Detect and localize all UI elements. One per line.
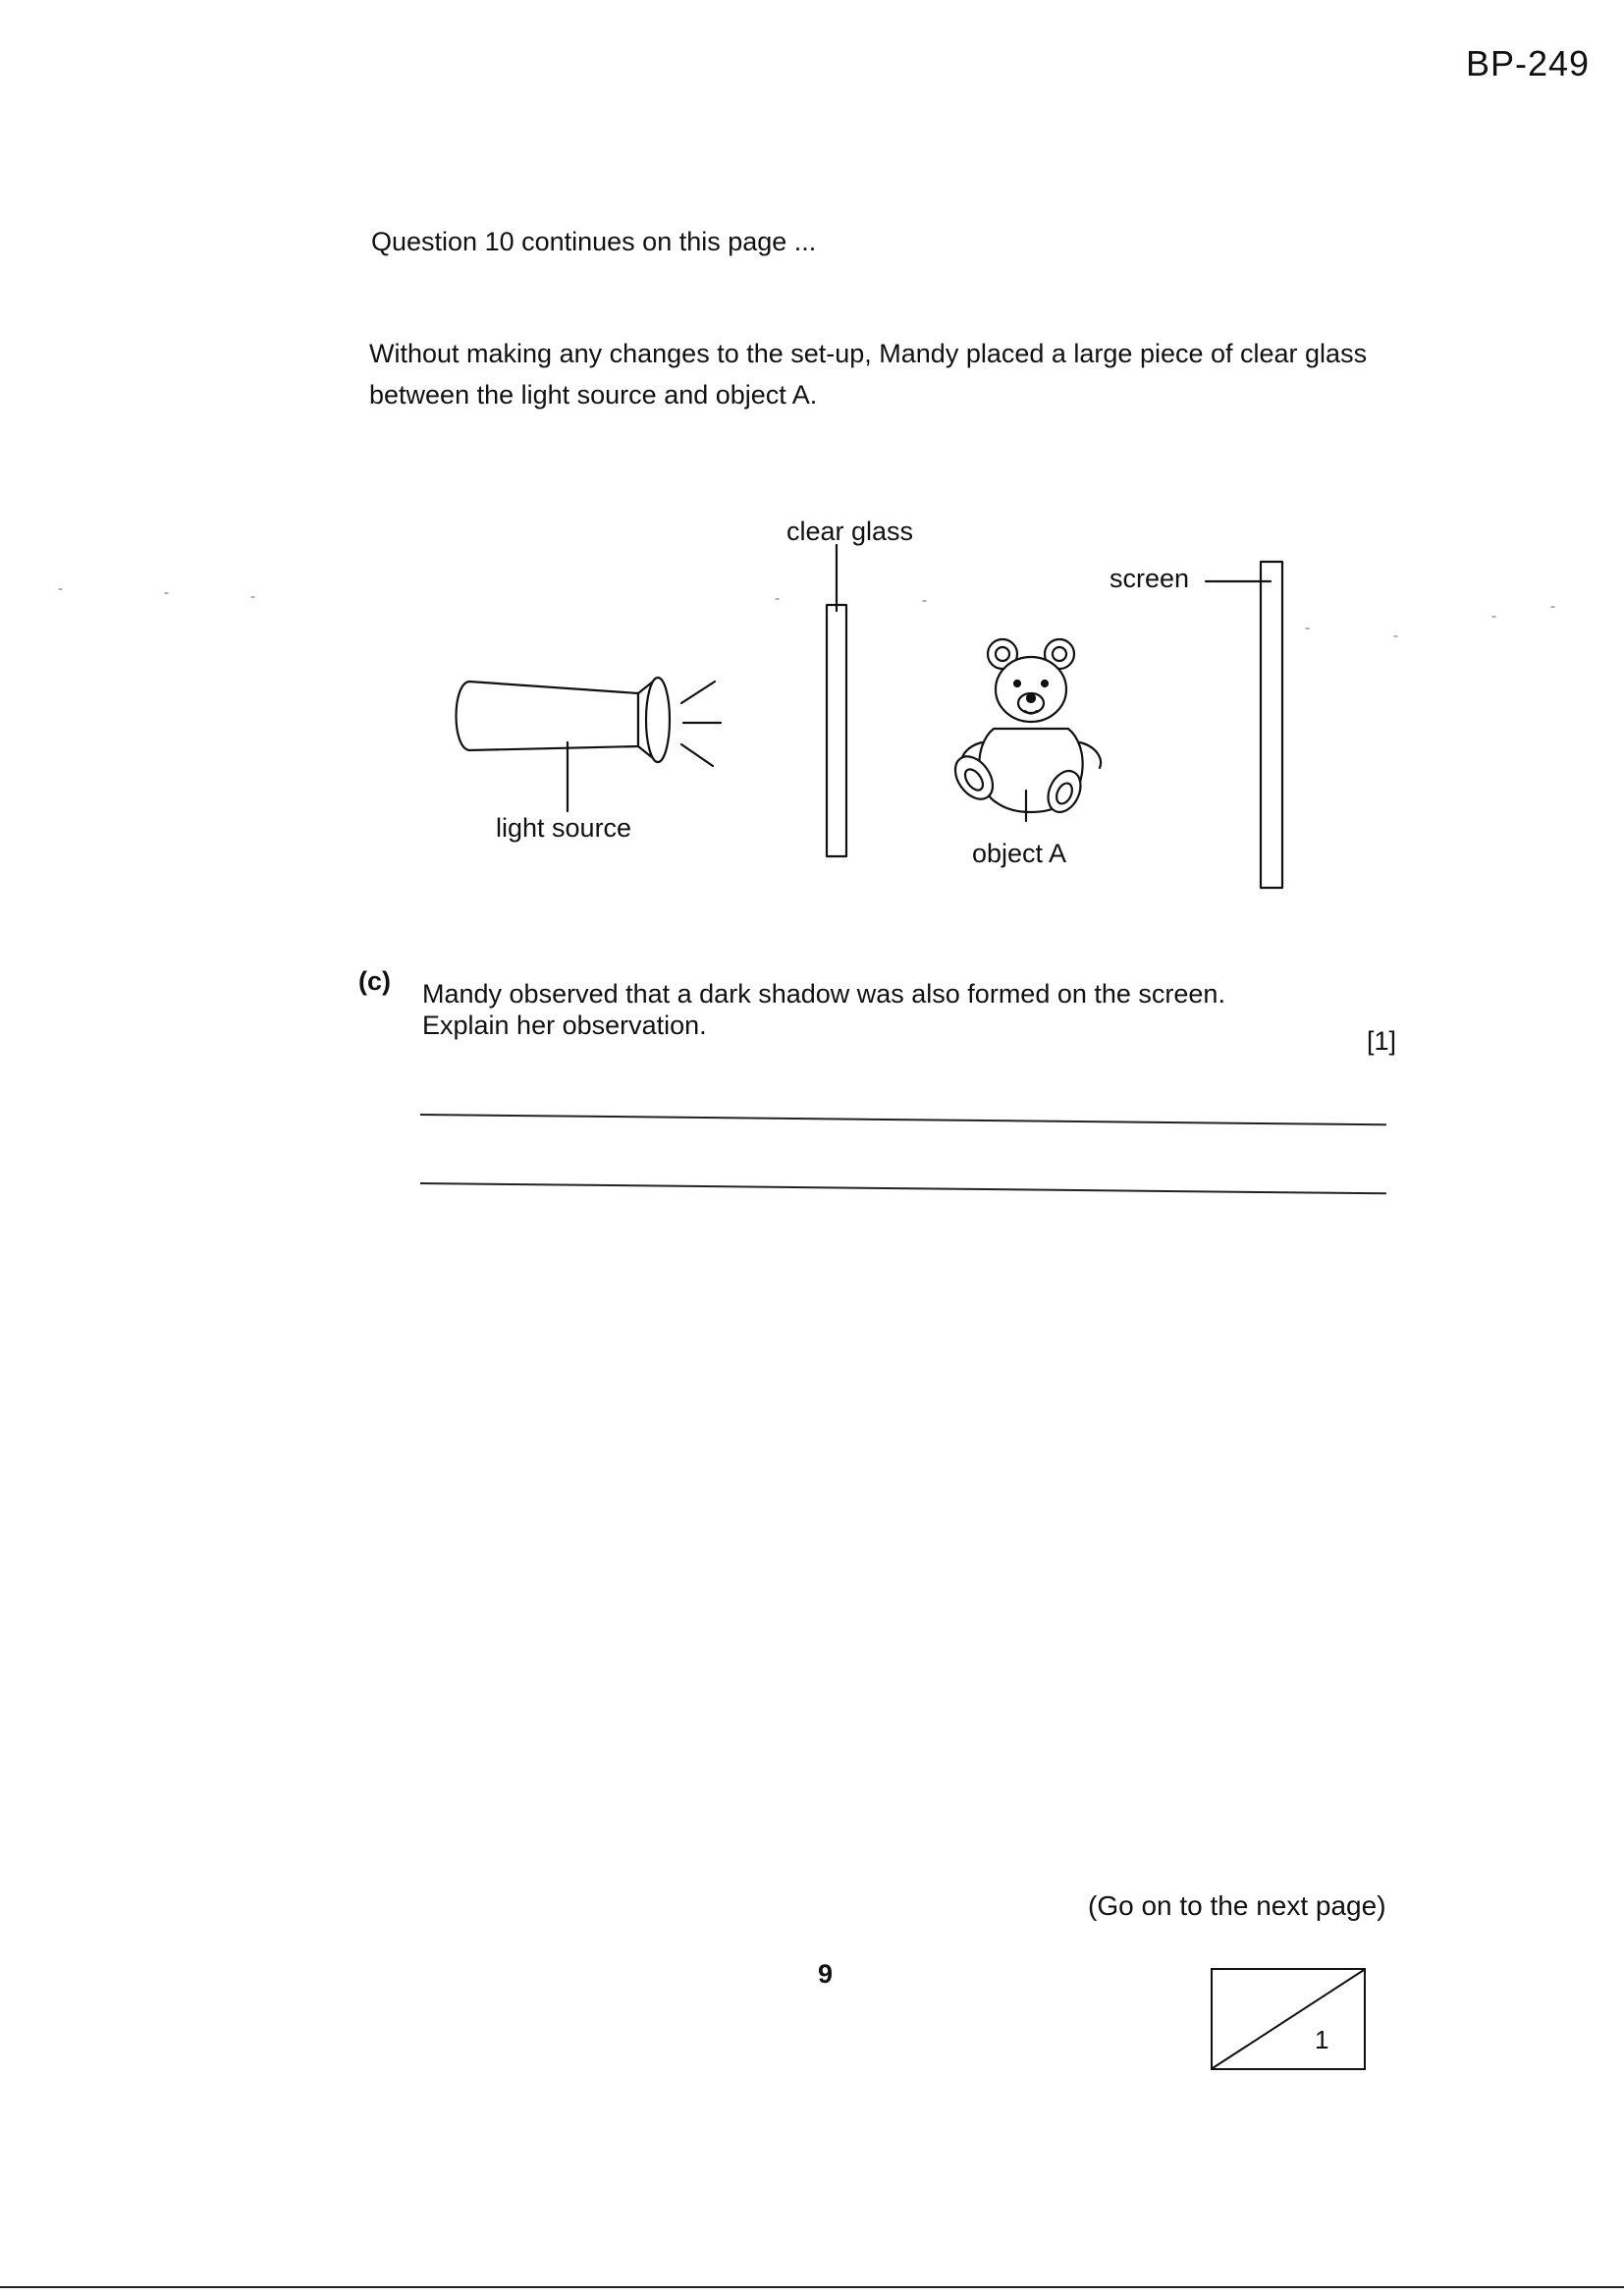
screen-pane xyxy=(1206,562,1282,888)
continuation-note: Question 10 continues on this page ... xyxy=(371,227,817,256)
score-box-diagonal xyxy=(1213,1970,1364,2068)
page-number: 9 xyxy=(818,1959,834,1989)
screen-label: screen xyxy=(1110,564,1190,593)
clear-glass-label: clear glass xyxy=(786,517,914,546)
teddy-bear-icon xyxy=(947,639,1101,821)
question-line-2: Explain her observation. xyxy=(422,1011,707,1040)
question-line-1: Mandy observed that a dark shadow was also formed on the screen. xyxy=(422,979,1225,1009)
torch-icon xyxy=(457,678,722,811)
go-next-page-note: (Go on to the next page) xyxy=(1088,1890,1386,1921)
question-label: (c) xyxy=(358,966,391,996)
score-value: 1 xyxy=(1315,2025,1329,2054)
light-source-label: light source xyxy=(496,813,632,843)
glass-pane xyxy=(827,545,846,856)
intro-line-2: between the light source and object A. xyxy=(369,380,818,410)
bottom-rule xyxy=(0,2286,1624,2288)
intro-line-1: Without making any changes to the set-up, Mandy placed a large piece of clear glass xyxy=(369,339,1368,368)
question-marks: [1] xyxy=(1367,1026,1397,1056)
object-a-label: object A xyxy=(972,839,1067,868)
answer-line-1[interactable] xyxy=(420,1114,1386,1125)
document-code: BP-249 xyxy=(1466,43,1591,83)
answer-line-2[interactable] xyxy=(420,1182,1386,1194)
score-box xyxy=(1211,1968,1366,2070)
